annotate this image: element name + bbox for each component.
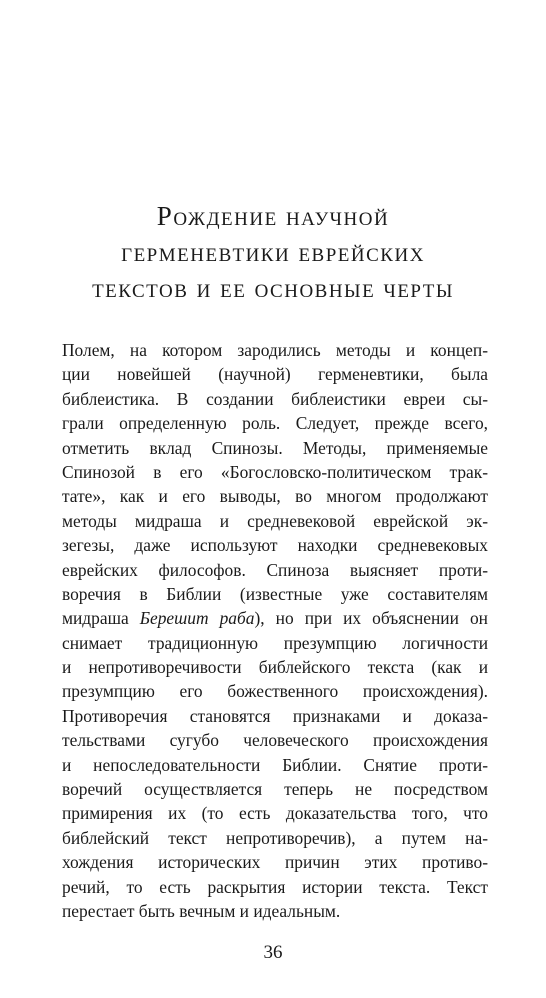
- heading-line: герменевтики еврейских: [121, 237, 425, 267]
- text-line: воречий осуществляется теперь не посредством: [62, 779, 488, 800]
- heading-line: текстов и ее основные черты: [92, 273, 454, 303]
- text-line: речий, то есть раскрытия истории текста. Текст: [62, 876, 488, 897]
- text-line: презумпцию его божественного происхождения).: [62, 681, 488, 702]
- text-line: библеистика. В создании библеистики евреи сы-: [62, 388, 488, 409]
- text-line: Полем, на котором зародились методы и концеп-: [62, 340, 488, 360]
- text-line: зегезы, даже используют находки средневековых: [62, 535, 488, 556]
- text-segment: мидраша: [62, 608, 140, 629]
- text-line: [62, 606, 488, 630]
- text-line: еврейских философов. Спиноза выясняет проти-: [62, 559, 488, 580]
- body-paragraph: [62, 338, 488, 923]
- heading-line: Рождение научной: [156, 201, 390, 231]
- text-line: и непротиворечивости библейского текста (как и: [62, 657, 488, 678]
- text-line: примирения их (то есть доказательства того, что: [62, 803, 488, 824]
- text-line: перестает быть вечным и идеальным.: [62, 900, 341, 921]
- page-number: 36: [263, 942, 283, 963]
- text-line: хождения исторических причин этих противо-: [62, 852, 488, 873]
- italic-title: Берешит раба: [139, 608, 255, 629]
- text-line: ции новейшей (научной) герменевтики, была: [62, 364, 488, 385]
- text-line: снимает традиционную презумпцию логичности: [62, 632, 488, 653]
- text-line: методы мидраша и средневековой еврейской эк-: [62, 510, 488, 531]
- text-line: библейский текст непротиворечив), а путем на-: [62, 827, 488, 848]
- text-line: тельствами сугубо человеческого происхождения: [62, 730, 488, 751]
- text-line: грали определенную роль. Следует, прежде всего,: [62, 413, 488, 434]
- text-segment: ), но при их объяснении он: [254, 608, 488, 629]
- chapter-heading: [40, 198, 506, 306]
- text-line: воречия в Библии (известные уже составителям: [62, 583, 488, 604]
- text-line: Противоречия становятся признаками и доказа-: [62, 705, 488, 726]
- text-line: и непоследовательности Библии. Снятие проти-: [62, 754, 488, 775]
- text-line: отметить вклад Спинозы. Методы, применяемые: [62, 437, 488, 458]
- text-line: Спинозой в его «Богословско-политическом трак-: [62, 461, 488, 482]
- text-line: тате», как и его выводы, во многом продолжают: [62, 486, 488, 507]
